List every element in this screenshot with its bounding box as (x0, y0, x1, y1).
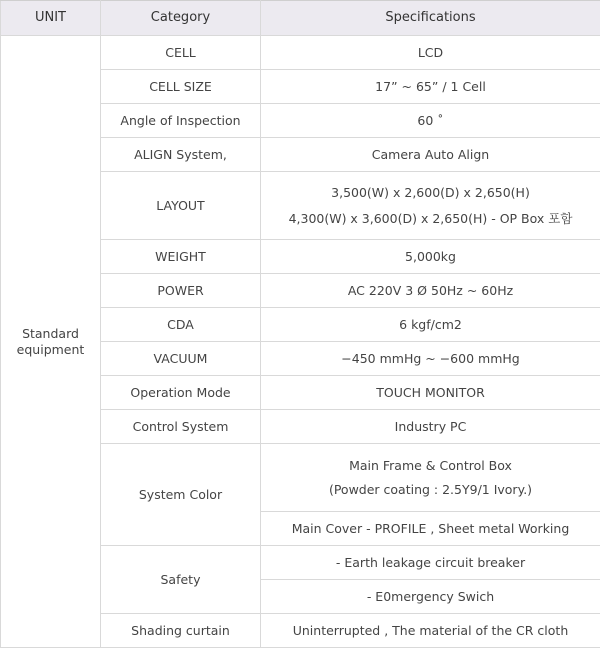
spec-cell: Camera Auto Align (261, 138, 600, 172)
spec-cell: −450 mmHg ~ −600 mmHg (261, 342, 600, 376)
category-cell: VACUUM (101, 342, 261, 376)
spec-cell: 60 ˚ (261, 104, 600, 138)
spec-cell: AC 220V 3 Ø 50Hz ~ 60Hz (261, 274, 600, 308)
header-row (1, 1, 600, 36)
category-cell: LAYOUT (101, 172, 261, 240)
unit-line: equipment (16, 341, 85, 357)
unit-cell (1, 36, 101, 648)
spec-cell: TOUCH MONITOR (261, 376, 600, 410)
spec-line: Main Frame & Control Box (349, 457, 512, 473)
category-cell: Angle of Inspection (101, 104, 261, 138)
spec-cell: - E0mergency Swich (261, 580, 600, 614)
header-specifications: Specifications (261, 1, 600, 36)
category-cell: ALIGN System, (101, 138, 261, 172)
header-category: Category (101, 1, 261, 36)
spec-cell: 5,000kg (261, 240, 600, 274)
unit-line: Standard (22, 325, 79, 341)
category-cell: Control System (101, 410, 261, 444)
category-cell: CDA (101, 308, 261, 342)
category-cell: CELL (101, 36, 261, 70)
category-cell: Safety (101, 546, 261, 614)
category-cell: WEIGHT (101, 240, 261, 274)
spec-cell: LCD (261, 36, 600, 70)
spec-line: (Powder coating : 2.5Y9/1 Ivory.) (328, 481, 533, 497)
spec-line: 3,500(W) x 2,600(D) x 2,650(H) (331, 184, 530, 200)
category-cell: Shading curtain (101, 614, 261, 648)
spec-cell: - Earth leakage circuit breaker (261, 546, 600, 580)
category-cell: Operation Mode (101, 376, 261, 410)
category-cell: CELL SIZE (101, 70, 261, 104)
header-unit: UNIT (1, 1, 101, 36)
table-row (1, 36, 600, 70)
spec-cell: Main Cover - PROFILE , Sheet metal Working (261, 512, 600, 546)
spec-line: 4,300(W) x 3,600(D) x 2,650(H) - OP Box 포함 (288, 210, 573, 226)
spec-cell (261, 172, 600, 240)
category-cell: System Color (101, 444, 261, 546)
spec-cell (261, 444, 600, 512)
spec-cell: 6 kgf/cm2 (261, 308, 600, 342)
spec-cell: Industry PC (261, 410, 600, 444)
spec-cell: Uninterrupted , The material of the CR cloth (261, 614, 600, 648)
category-cell: POWER (101, 274, 261, 308)
spec-cell: 17” ~ 65” / 1 Cell (261, 70, 600, 104)
